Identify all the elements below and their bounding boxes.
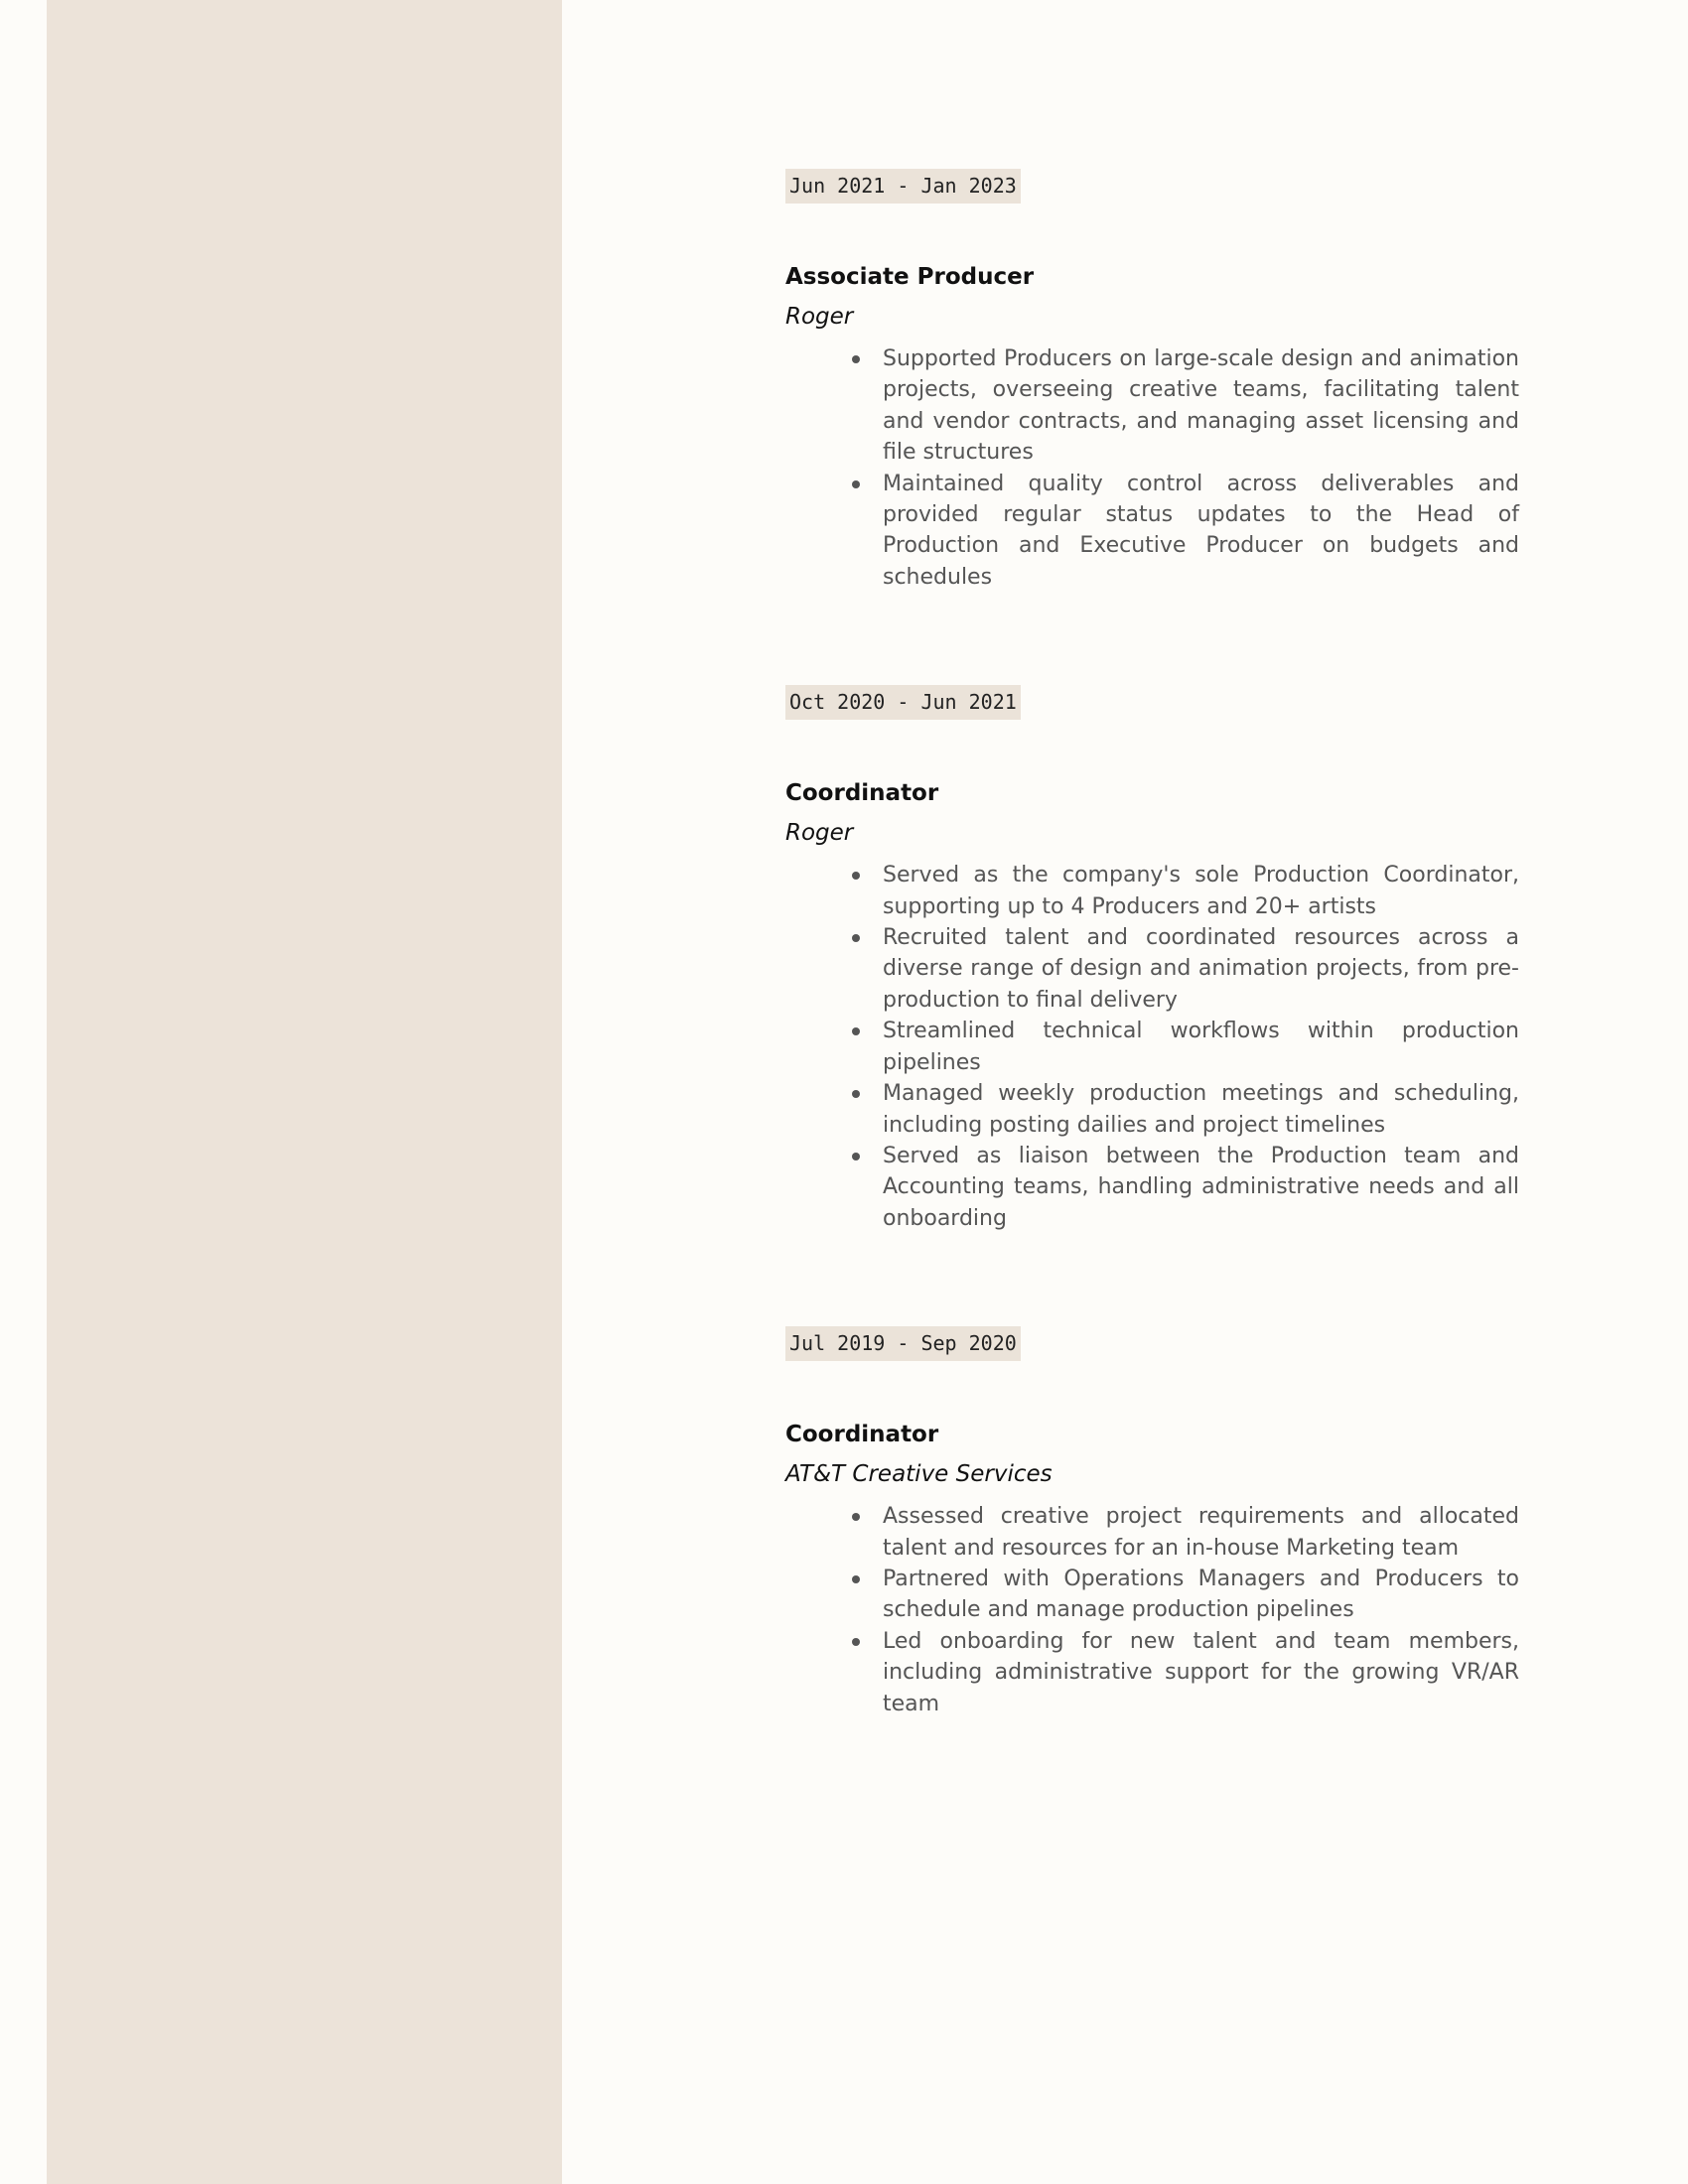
responsibility-list bbox=[785, 860, 1519, 1234]
list-item-text: Streamlined technical workflows within production pipelines bbox=[883, 1019, 1519, 1075]
bullet-icon bbox=[852, 1027, 860, 1035]
list-item bbox=[883, 1141, 1519, 1234]
experience-entry bbox=[785, 1326, 1519, 1719]
job-title: Associate Producer bbox=[785, 264, 1035, 290]
date-range: Jul 2019 - Sep 2020 bbox=[785, 1326, 1021, 1361]
bullet-icon bbox=[852, 355, 860, 363]
responsibility-list bbox=[785, 343, 1519, 593]
sidebar-panel bbox=[47, 0, 562, 2184]
list-item-text: Partnered with Operations Managers and Producers to schedule and manage production pipelines bbox=[883, 1566, 1519, 1623]
date-range: Jun 2021 - Jan 2023 bbox=[785, 169, 1021, 204]
list-item bbox=[883, 922, 1519, 1016]
bullet-icon bbox=[852, 1638, 860, 1646]
list-item bbox=[883, 1016, 1519, 1078]
list-item bbox=[883, 343, 1519, 469]
bullet-icon bbox=[852, 1575, 860, 1583]
list-item bbox=[883, 1626, 1519, 1719]
bullet-icon bbox=[852, 480, 860, 488]
list-item bbox=[883, 860, 1519, 922]
company-name: Roger bbox=[785, 820, 854, 847]
job-title: Coordinator bbox=[785, 1422, 939, 1448]
list-item bbox=[883, 1501, 1519, 1564]
list-item bbox=[883, 1078, 1519, 1141]
experience-entry bbox=[785, 685, 1519, 1234]
list-item-text: Served as liaison between the Production team and Accounting teams, handling administrative needs and all onboarding bbox=[883, 1143, 1519, 1231]
company-name: Roger bbox=[785, 304, 854, 330]
list-item-text: Assessed creative project requirements and allocated talent and resources for an in-house Marketing team bbox=[883, 1504, 1519, 1561]
bullet-icon bbox=[852, 1090, 860, 1098]
bullet-icon bbox=[852, 1153, 860, 1160]
list-item bbox=[883, 1564, 1519, 1626]
list-item-text: Served as the company's sole Production Coordinator, supporting up to 4 Producers and 20+ artists bbox=[883, 863, 1519, 919]
experience-entry bbox=[785, 169, 1519, 593]
responsibility-list bbox=[785, 1501, 1519, 1719]
list-item-text: Maintained quality control across deliverables and provided regular status updates to the Head of Production and Executive Producer on budgets and schedules bbox=[883, 471, 1519, 590]
company-name: AT&T Creative Services bbox=[785, 1461, 1053, 1488]
list-item bbox=[883, 469, 1519, 594]
list-item-text: Recruited talent and coordinated resources across a diverse range of design and animation projects, from pre-production to final delivery bbox=[883, 925, 1519, 1013]
bullet-icon bbox=[852, 1513, 860, 1521]
list-item-text: Managed weekly production meetings and scheduling, including posting dailies and project timelines bbox=[883, 1081, 1519, 1138]
bullet-icon bbox=[852, 872, 860, 880]
job-title: Coordinator bbox=[785, 780, 939, 807]
experience-section bbox=[785, 169, 1519, 1719]
list-item-text: Led onboarding for new talent and team members, including administrative support for the growing VR/AR team bbox=[883, 1628, 1519, 1716]
bullet-icon bbox=[852, 934, 860, 942]
list-item-text: Supported Producers on large-scale design and animation projects, overseeing creative teams, facilitating talent and vendor contracts, and managing asset licensing and file structures bbox=[883, 346, 1519, 466]
date-range: Oct 2020 - Jun 2021 bbox=[785, 685, 1021, 720]
